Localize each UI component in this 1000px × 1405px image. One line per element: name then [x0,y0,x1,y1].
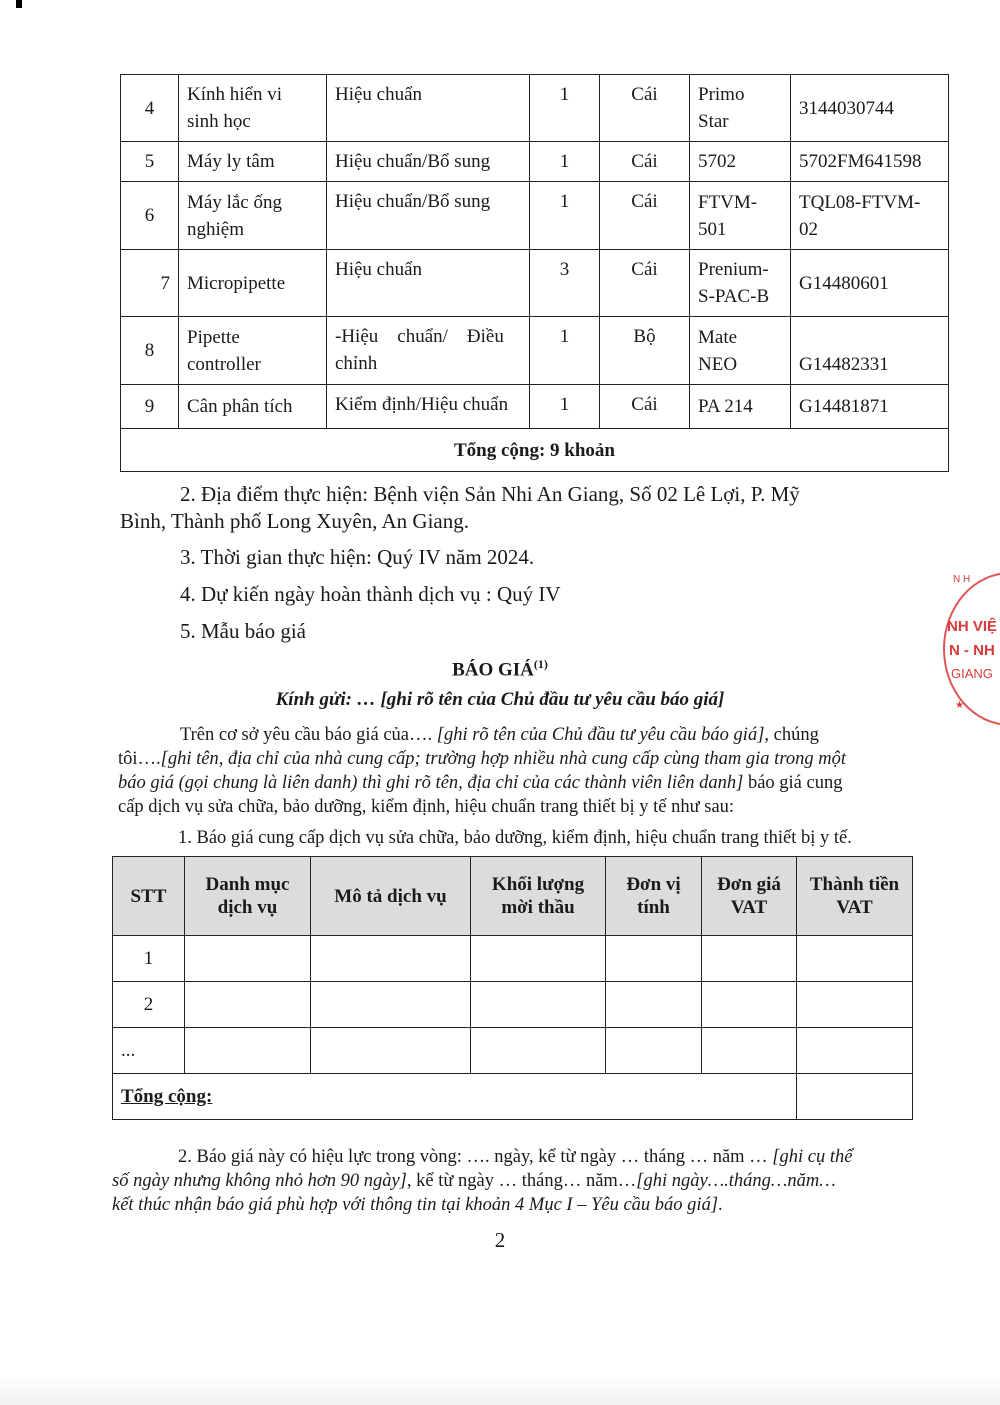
equipment-model-line: Prenium- [698,259,769,280]
quote-header [471,857,606,936]
quote-empty-cell [471,936,606,982]
intro-line-3: báo giá (gọi chung là liên danh) thì ghi rõ tên, địa chỉ của các thành viên liên danh] báo giá cung [118,773,843,793]
equipment-total: Tổng cộng: 9 khoản [121,429,949,472]
equipment-serial [791,182,949,250]
quote-total-value [797,1074,913,1120]
quote-header [702,857,797,936]
quote-header-line: dịch vụ [217,897,278,918]
equipment-name-line: Máy lắc ống [187,191,282,213]
equipment-service-line: -Hiệu chuẩn/ Điều [335,326,504,347]
quote-empty-cell [702,982,797,1028]
equipment-name [179,142,327,182]
equipment-model-line: 501 [698,218,727,240]
quote-stt: 2 [113,982,185,1028]
equipment-serial-line: 3144030744 [799,97,894,119]
equipment-service [327,317,530,385]
equipment-service: Hiệu chuẩn [327,250,530,317]
quote-header-line: mời thầu [501,897,575,918]
equipment-model-line: PA 214 [698,396,753,417]
equipment-serial [791,250,949,317]
quote-empty-cell [797,936,913,982]
quote-header [185,857,311,936]
equipment-model [690,385,791,429]
equipment-model [690,182,791,250]
intro-line-1: Trên cơ sở yêu cầu báo giá của…. [ghi rõ tên của Chủ đầu tư yêu cầu báo giá], chúng [180,725,819,745]
equipment-unit: Bộ [600,317,690,385]
page-number: 2 [494,1228,506,1252]
equipment-qty: 1 [530,317,600,385]
equipment-service: Kiểm định/Hiệu chuẩn [327,385,530,429]
quote-empty-cell [702,936,797,982]
equipment-name-line: Cân phân tích [187,396,293,417]
quote-header-line: Thành tiền [809,874,900,895]
quote-stt: ... [113,1028,185,1074]
equipment-name [179,385,327,429]
equipment-serial [791,75,949,142]
quote-header-line: VAT [836,897,873,918]
equipment-serial-line: 02 [799,218,818,240]
location-line-1: 2. Địa điểm thực hiện: Bệnh viện Sản Nhi An Giang, Số 02 Lê Lợi, P. Mỹ [180,482,800,506]
scan-shadow [0,1375,1000,1405]
equipment-service-line: chỉnh [335,353,378,374]
equipment-name-line: Pipette [187,326,240,348]
quote-empty-cell [185,936,311,982]
equipment-unit: Cái [600,182,690,250]
quote-empty-cell [311,982,471,1028]
equipment-name-line: Micropipette [187,272,286,294]
quote-empty-cell [606,1028,702,1074]
equipment-name [179,250,327,317]
equipment-unit: Cái [600,142,690,182]
quote-header-line: Danh mục [205,874,290,895]
equipment-row [121,182,949,250]
equipment-service: Hiệu chuẩn [327,75,530,142]
equipment-unit: Cái [600,250,690,317]
equipment-qty: 1 [530,75,600,142]
quote-empty-cell [471,1028,606,1074]
stamp-star-icon: ★ [955,700,964,711]
equipment-name [179,182,327,250]
equipment-table [120,74,949,472]
equipment-model [690,75,791,142]
equipment-serial [791,385,949,429]
equipment-stt: 6 [121,182,179,250]
equipment-serial-line: G14480601 [799,272,889,294]
equipment-serial-line: 5702FM641598 [799,151,922,172]
equipment-stt: 5 [121,142,179,182]
quote-header [797,857,913,936]
quote-header-line: Mô tả dịch vụ [334,885,447,907]
quote-header-line: Đơn giá [717,874,781,895]
quote-header-line: STT [130,885,167,907]
equipment-model-line: NEO [698,353,738,375]
equipment-model-line: Mate [698,326,738,348]
quote-row [113,982,913,1028]
quote-header [311,857,471,936]
expected-line: 4. Dự kiến ngày hoàn thành dịch vụ : Quý IV [180,582,561,606]
section-1: 1. Báo giá cung cấp dịch vụ sửa chữa, bảo dưỡng, kiểm định, hiệu chuẩn trang thiết bị y tế. [178,828,852,848]
equipment-serial-line: G14482331 [799,354,889,375]
quote-empty-cell [606,936,702,982]
equipment-stt: 8 [121,317,179,385]
quote-stt: 1 [113,936,185,982]
quote-empty-cell [471,982,606,1028]
equipment-model-line: 5702 [698,151,736,172]
quote-empty-cell [797,1028,913,1074]
intro-line-2: tôi….[ghi tên, địa chỉ của nhà cung cấp; trường hợp nhiều nhà cung cấp cùng tham gia trong một [118,749,846,769]
equipment-model-line: Primo [698,84,745,105]
time-line: 3. Thời gian thực hiện: Quý IV năm 2024. [180,545,535,569]
equipment-serial [791,317,949,385]
stamp-text-1: NH VIỆ [947,618,998,635]
equipment-serial [791,142,949,182]
equipment-name-line: sinh học [187,111,251,132]
equipment-unit: Cái [600,385,690,429]
quote-header-line: VAT [730,897,768,918]
validity-line-3: kết thúc nhận báo giá phù hợp với thông tin tại khoản 4 Mục I – Yêu cầu báo giá]. [112,1195,723,1215]
equipment-model [690,142,791,182]
equipment-name-line: controller [187,353,261,375]
equipment-total-row [121,429,949,472]
equipment-service: Hiệu chuẩn/Bổ sung [327,182,530,250]
quote-header-line: Đơn vị [626,874,681,895]
quote-empty-cell [797,982,913,1028]
quote-title: BÁO GIÁ$^{(1)}$ [452,657,548,681]
quote-empty-cell [185,1028,311,1074]
equipment-row [121,385,949,429]
equipment-name-line: Kính hiển vi [187,84,282,105]
equipment-model-line: Star [698,111,729,132]
equipment-serial-line: G14481871 [799,396,889,417]
template-line: 5. Mẫu báo giá [180,619,306,643]
intro-line-4: cấp dịch vụ sửa chữa, bảo dưỡng, kiểm định, hiệu chuẩn trang thiết bị y tế như sau: [118,797,735,817]
stamp-text-top: N H [953,574,971,585]
equipment-model-line: FTVM- [698,191,758,213]
equipment-name-line: Máy ly tâm [187,151,275,172]
stamp-text-2: N - NH [949,642,995,659]
quote-header [606,857,702,936]
equipment-qty: 1 [530,385,600,429]
equipment-name [179,75,327,142]
equipment-model-line: S-PAC-B [698,286,770,307]
red-stamp-fragment [935,570,1000,730]
recipient-line: Kính gửi: … [ghi rõ tên của Chủ đầu tư yêu cầu báo giá] [275,689,725,710]
quote-total-row [113,1074,913,1120]
equipment-row [121,317,949,385]
equipment-model [690,250,791,317]
location-line-2: Bình, Thành phố Long Xuyên, An Giang. [120,509,470,533]
quote-header-line: tính [637,897,670,918]
validity-line-1: 2. Báo giá này có hiệu lực trong vòng: …. ngày, kể từ ngày … tháng … năm … [ghi cụ thể [178,1147,853,1167]
scan-mark [16,0,22,8]
equipment-qty: 1 [530,182,600,250]
stamp-text-3: GIANG [951,666,993,681]
quote-total-label: Tổng cộng: [113,1074,797,1120]
equipment-unit: Cái [600,75,690,142]
equipment-model [690,317,791,385]
equipment-serial-line: TQL08-FTVM- [799,191,921,213]
quote-empty-cell [311,1028,471,1074]
equipment-row [121,142,949,182]
quote-table [112,856,913,1120]
equipment-qty: 3 [530,250,600,317]
equipment-stt: 7 [121,250,179,317]
equipment-qty: 1 [530,142,600,182]
quote-header [113,857,185,936]
quote-empty-cell [311,936,471,982]
quote-row [113,936,913,982]
equipment-name-line: nghiệm [187,218,244,240]
quote-empty-cell [606,982,702,1028]
equipment-row [121,75,949,142]
equipment-row [121,250,949,317]
quote-empty-cell [185,982,311,1028]
equipment-name [179,317,327,385]
quote-header-line: Khối lượng [491,874,585,895]
quote-empty-cell [702,1028,797,1074]
quote-row [113,1028,913,1074]
validity-line-2: số ngày nhưng không nhỏ hơn 90 ngày], kể từ ngày … tháng… năm…[ghi ngày….tháng…năm… [112,1171,836,1191]
equipment-service: Hiệu chuẩn/Bổ sung [327,142,530,182]
equipment-stt: 9 [121,385,179,429]
equipment-stt: 4 [121,75,179,142]
